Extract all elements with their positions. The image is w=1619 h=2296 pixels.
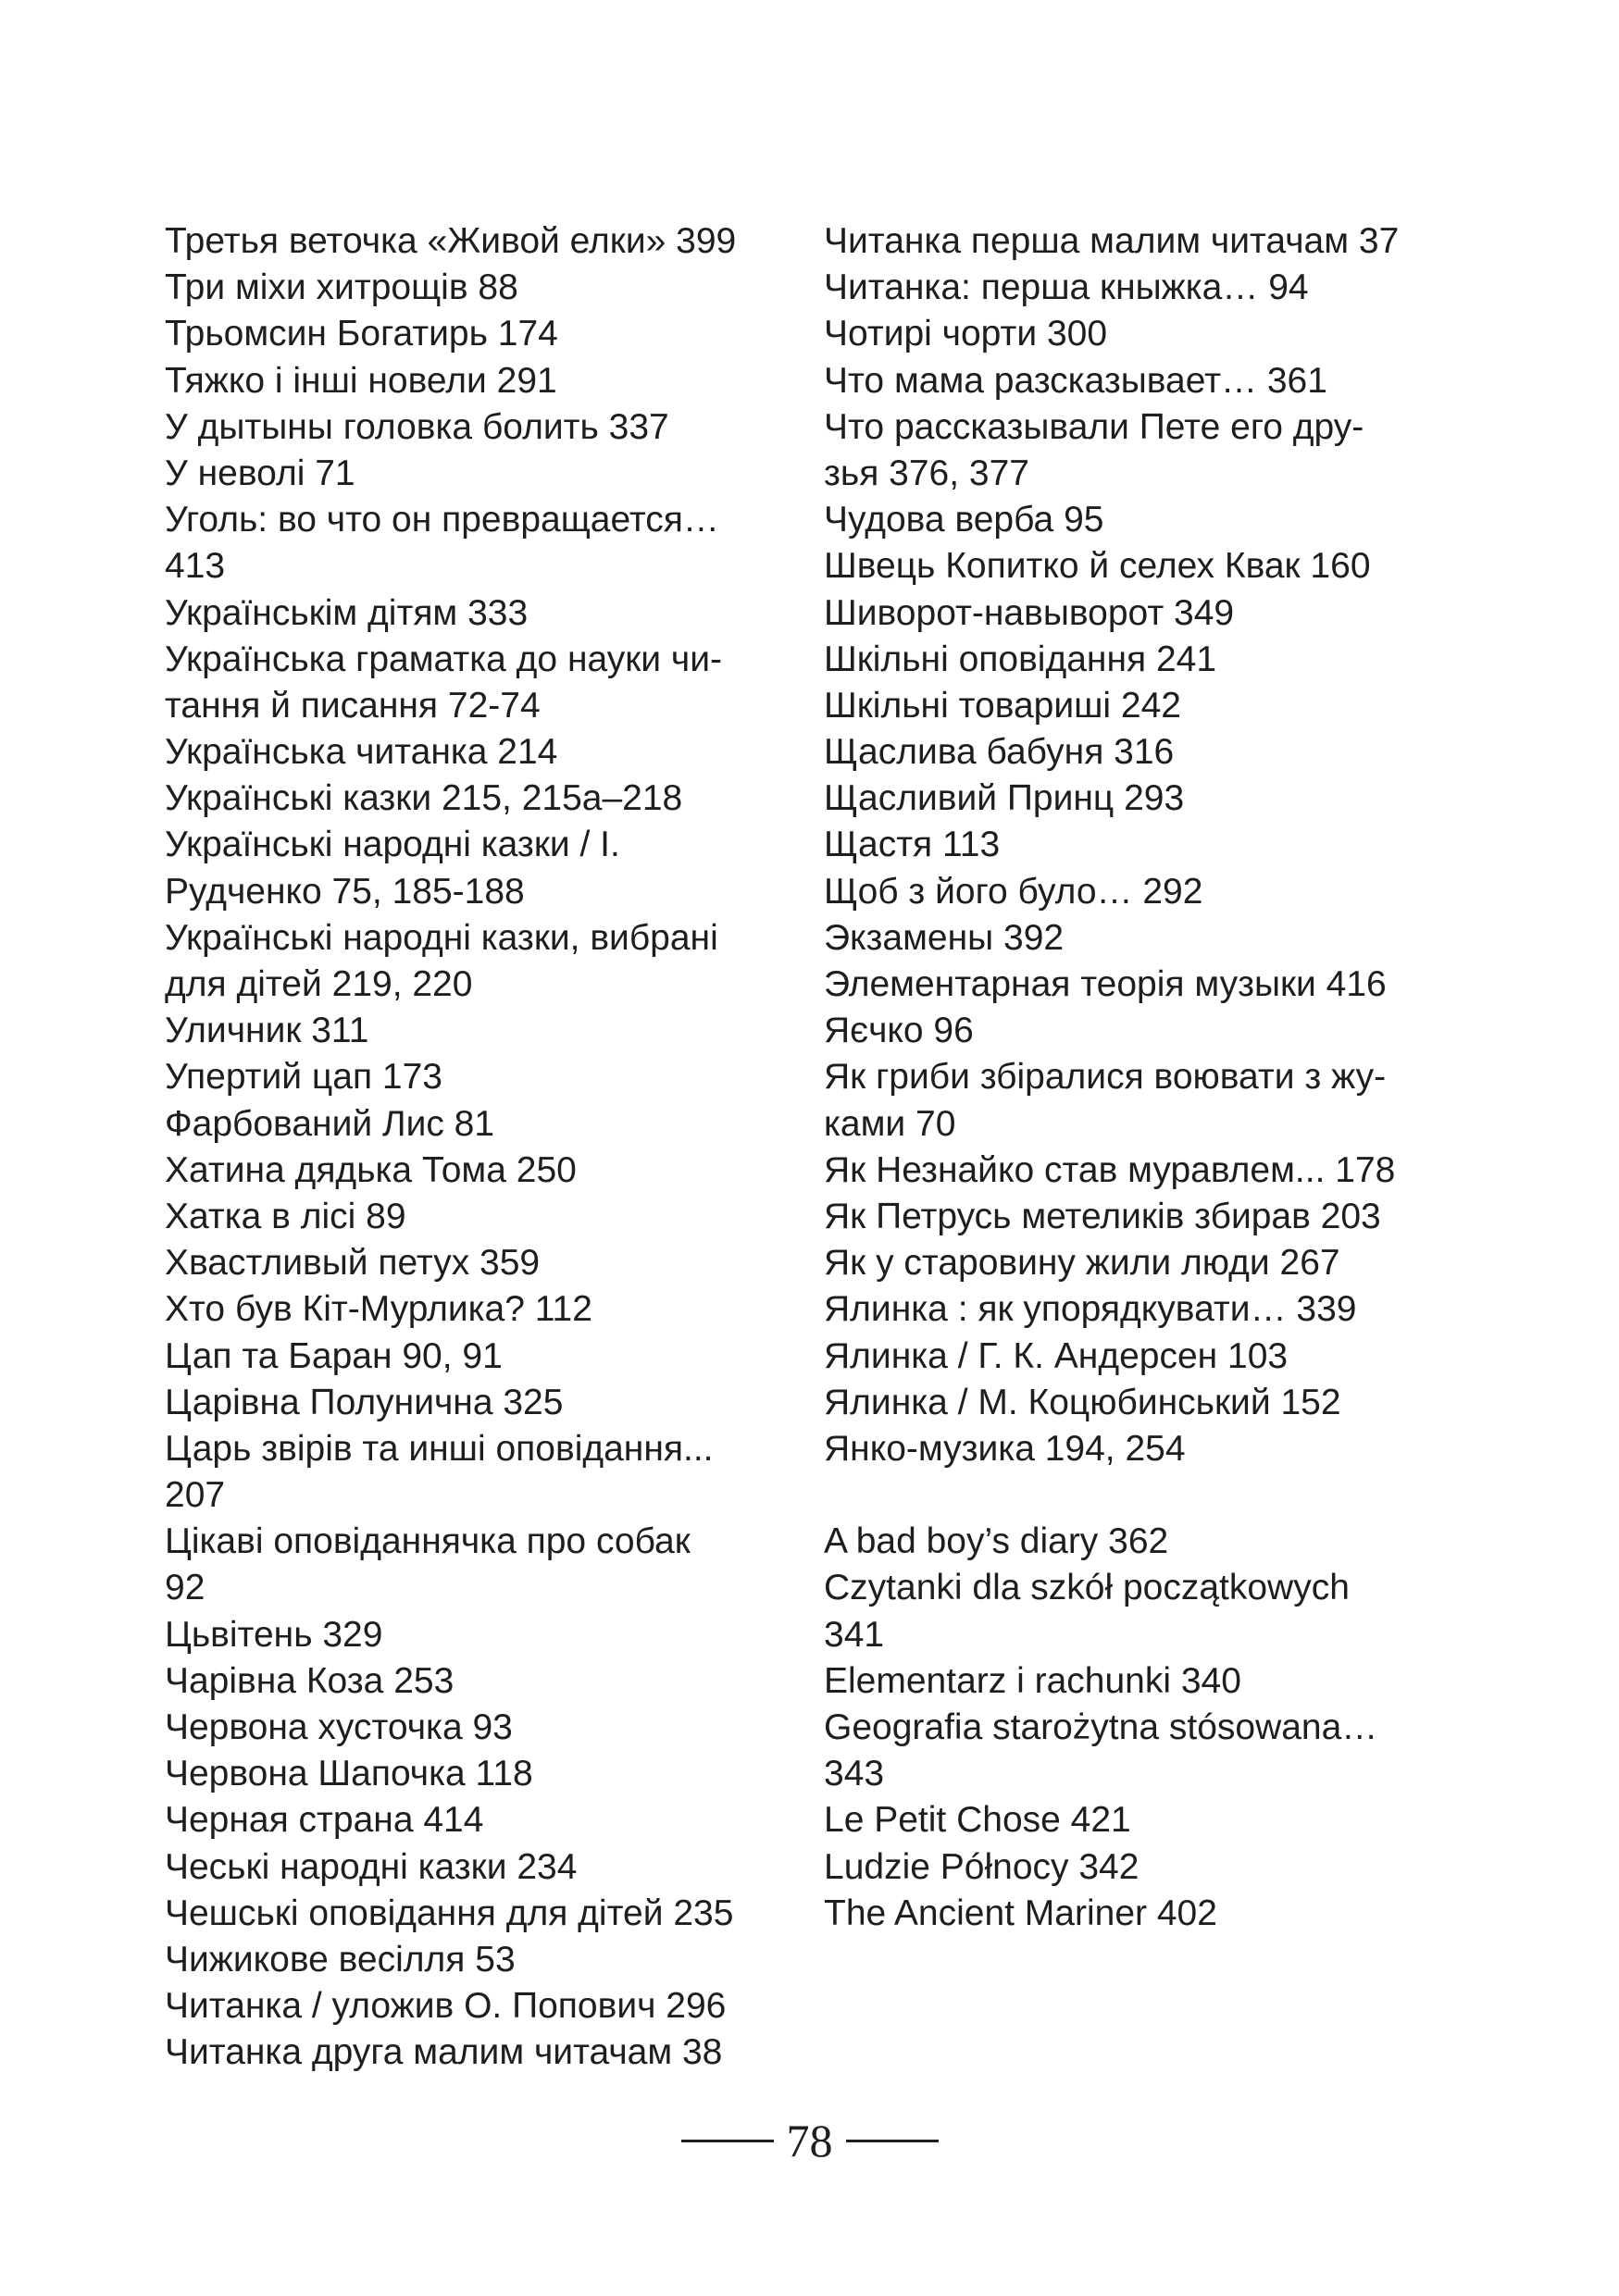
index-entry: Ludzie Północy 342 [824,1846,1140,1887]
index-entry: Три міхи хитрощів 88 [165,267,518,308]
index-entry: Цікаві оповіданнячка про собак [165,1521,691,1562]
index-entry [824,1472,1472,1519]
index-entry: Читанка друга малим читачам 38 [165,2032,723,2073]
index-entry: 343 [824,1754,885,1794]
index-entry: Українська граматка до науки чи- [165,639,723,679]
index-entry: Черная страна 414 [165,1800,484,1841]
index-entry: Янко-музика 194, 254 [824,1428,1186,1469]
index-entry: Czytanki dla szkół początkowych [824,1568,1350,1608]
index-entry: The Ancient Mariner 402 [824,1893,1217,1933]
index-entry: Щасливий Принц 293 [824,778,1185,819]
index-entry: Чешські оповідання для дітей 235 [165,1893,734,1933]
index-entry: зья 376, 377 [824,453,1029,493]
index-entry: Что рассказывали Пете его дру- [824,406,1364,447]
index-entry: Українська читанка 214 [165,732,558,773]
index-entry: Тяжко і інші новели 291 [165,360,557,401]
index-entry: Українськім дітям 333 [165,592,529,633]
index-entry: Хвастливый петух 359 [165,1243,541,1284]
index-entry: Яєчко 96 [824,1011,974,1051]
index-entry: Экзамены 392 [824,917,1065,958]
index-entry: Ялинка / Г. К. Андерсен 103 [824,1335,1289,1376]
index-entry: Ялинка / М. Коцюбинський 152 [824,1382,1341,1422]
index-column-left [165,218,803,2077]
index-entry: Як Петрусь метеликів збирав 203 [824,1196,1381,1236]
index-entry: 413 [165,546,226,587]
index-entry: Цап та Баран 90, 91 [165,1335,503,1376]
index-column-right [824,218,1472,1937]
index-entry: Читанка перша малим читачам 37 [824,221,1400,261]
index-entry: Читанка: перша кныжка… 94 [824,267,1309,308]
index-entry: Третья веточка «Живой елки» 399 [165,221,737,261]
index-entry: Упертий цап 173 [165,1057,442,1098]
index-entry: Уголь: во что он превращается… [165,500,719,540]
index-entry: ками 70 [824,1103,956,1144]
index-entry: Щастя 113 [824,825,1001,865]
index-entry: Хто був Кіт-Мурлика? 112 [165,1289,592,1330]
index-entry: Червона хусточка 93 [165,1707,513,1747]
index-entry: У дытыны головка болить 337 [165,406,669,447]
index-entry: Як Незнайко став муравлем... 178 [824,1149,1396,1190]
index-entry: Уличник 311 [165,1011,369,1051]
index-entry: A bad boy’s diary 362 [824,1521,1169,1562]
index-entry: Трьомсин Богатирь 174 [165,314,558,354]
index-entry: Як гриби збіралися воювати з жу- [824,1057,1387,1098]
index-entry: Царівна Полунична 325 [165,1382,564,1422]
index-entry: 341 [824,1614,885,1655]
index-entry: Чудова верба 95 [824,500,1104,540]
index-entry: Цьвітень 329 [165,1614,383,1655]
index-entry: Чарівна Коза 253 [165,1660,455,1701]
index-entry: 92 [165,1568,205,1608]
index-entry: Чеські народні казки 234 [165,1846,578,1887]
footer-rule-right [846,2140,939,2142]
page-footer [0,2117,1619,2164]
index-entry: для дітей 219, 220 [165,964,473,1004]
index-entry: У неволі 71 [165,453,355,493]
index-entry: Українські казки 215, 215а–218 [165,778,683,819]
index-entry: Le Petit Chose 421 [824,1800,1131,1841]
index-entry: Як у старовину жили люди 267 [824,1243,1340,1284]
index-entry: Швець Копитко й селех Квак 160 [824,546,1371,587]
index-entry: Шкільні товариші 242 [824,685,1182,726]
index-entry: Рудченко 75, 185-188 [165,871,525,912]
index-entry: Щоб з його було… 292 [824,871,1203,912]
index-entry: Червона Шапочка 118 [165,1754,533,1794]
index-entry: тання й писання 72-74 [165,685,541,726]
index-entry: Элементарная теорія музыки 416 [824,964,1387,1004]
footer-rule-left [681,2140,774,2142]
index-entry: Чотирі чорти 300 [824,314,1108,354]
index-entry: Шиворот-навыворот 349 [824,592,1235,633]
index-entry: 207 [165,1475,226,1516]
index-entry: Українські народні казки / І. [165,825,620,865]
index-entry: Elementarz i rachunki 340 [824,1660,1241,1701]
page-number: 78 [786,2115,833,2166]
index-entry: Українські народні казки, вибрані [165,917,718,958]
index-entry: Geografia starożytna stósowana… [824,1707,1378,1747]
index-entry: Ялинка : як упорядкувати… 339 [824,1289,1357,1330]
index-entry: Чижикове весілля 53 [165,1939,516,1980]
index-entry: Что мама разсказывает… 361 [824,360,1327,401]
index-entry: Шкільні оповідання 241 [824,639,1217,679]
index-entry: Щаслива бабуня 316 [824,732,1175,773]
index-entry: Царь звірів та инші оповідання... [165,1428,714,1469]
index-entry: Читанка / уложив О. Попович 296 [165,1986,727,2027]
index-entry: Хатина дядька Тома 250 [165,1149,577,1190]
index-entry: Хатка в лісі 89 [165,1196,406,1236]
index-entry: Фарбований Лис 81 [165,1103,495,1144]
